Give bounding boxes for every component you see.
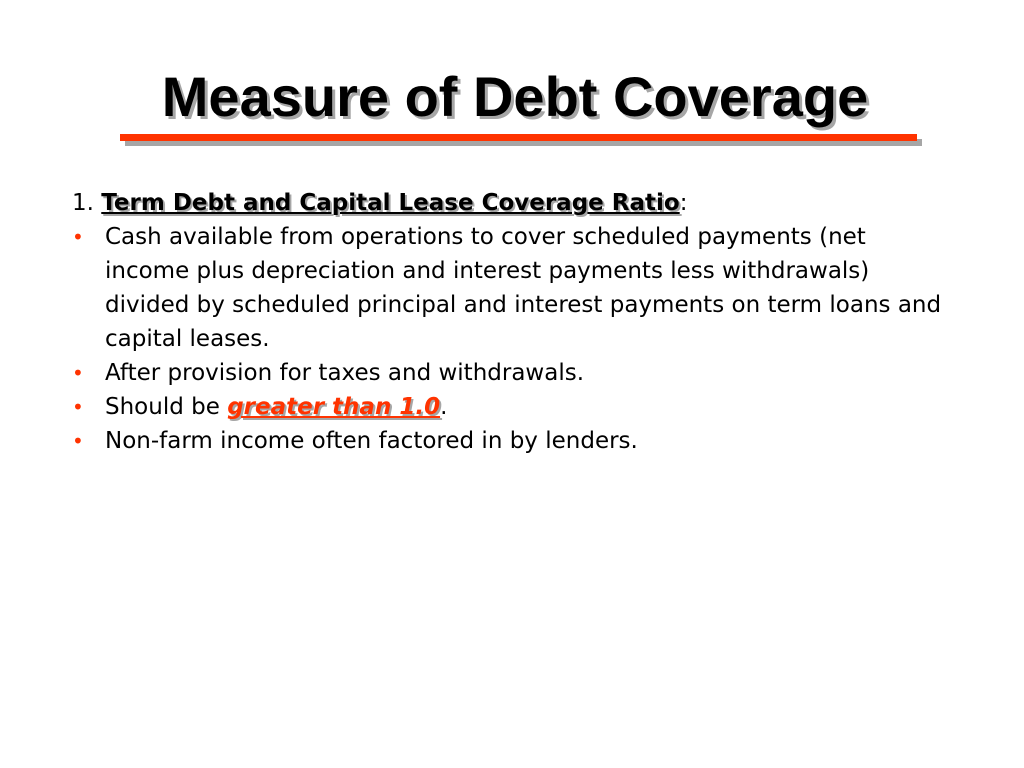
bullet-icon: • [72,225,84,249]
section-colon: : [679,190,688,216]
section-heading [72,186,952,220]
list-item [72,390,952,424]
threshold-emphasis: greater than 1.0 [227,394,441,420]
bullet-icon: • [72,361,84,385]
bullet-text-suffix: . [440,394,448,420]
bullet-text-prefix: Should be [105,394,228,420]
bullet-list [72,220,952,458]
section-number: 1. [72,190,94,216]
bullet-text: After provision for taxes and withdrawals. [105,360,585,386]
slide-title: Measure of Debt Coverage [161,65,869,128]
bullet-icon: • [72,429,84,453]
section-term: Term Debt and Capital Lease Coverage Ratio [101,190,680,216]
list-item [72,356,952,390]
list-item [72,424,952,458]
bullet-text: Cash available from operations to cover scheduled payments (net income plus depreciation and interest payments less withdrawals) divided by scheduled principal and interest payments on term loans and capital leases. [105,224,942,352]
bullet-icon: • [72,395,84,419]
title-underline [120,134,917,141]
bullet-text: Non-farm income often factored in by lenders. [105,428,638,454]
slide-body [72,186,952,458]
list-item [72,220,952,356]
